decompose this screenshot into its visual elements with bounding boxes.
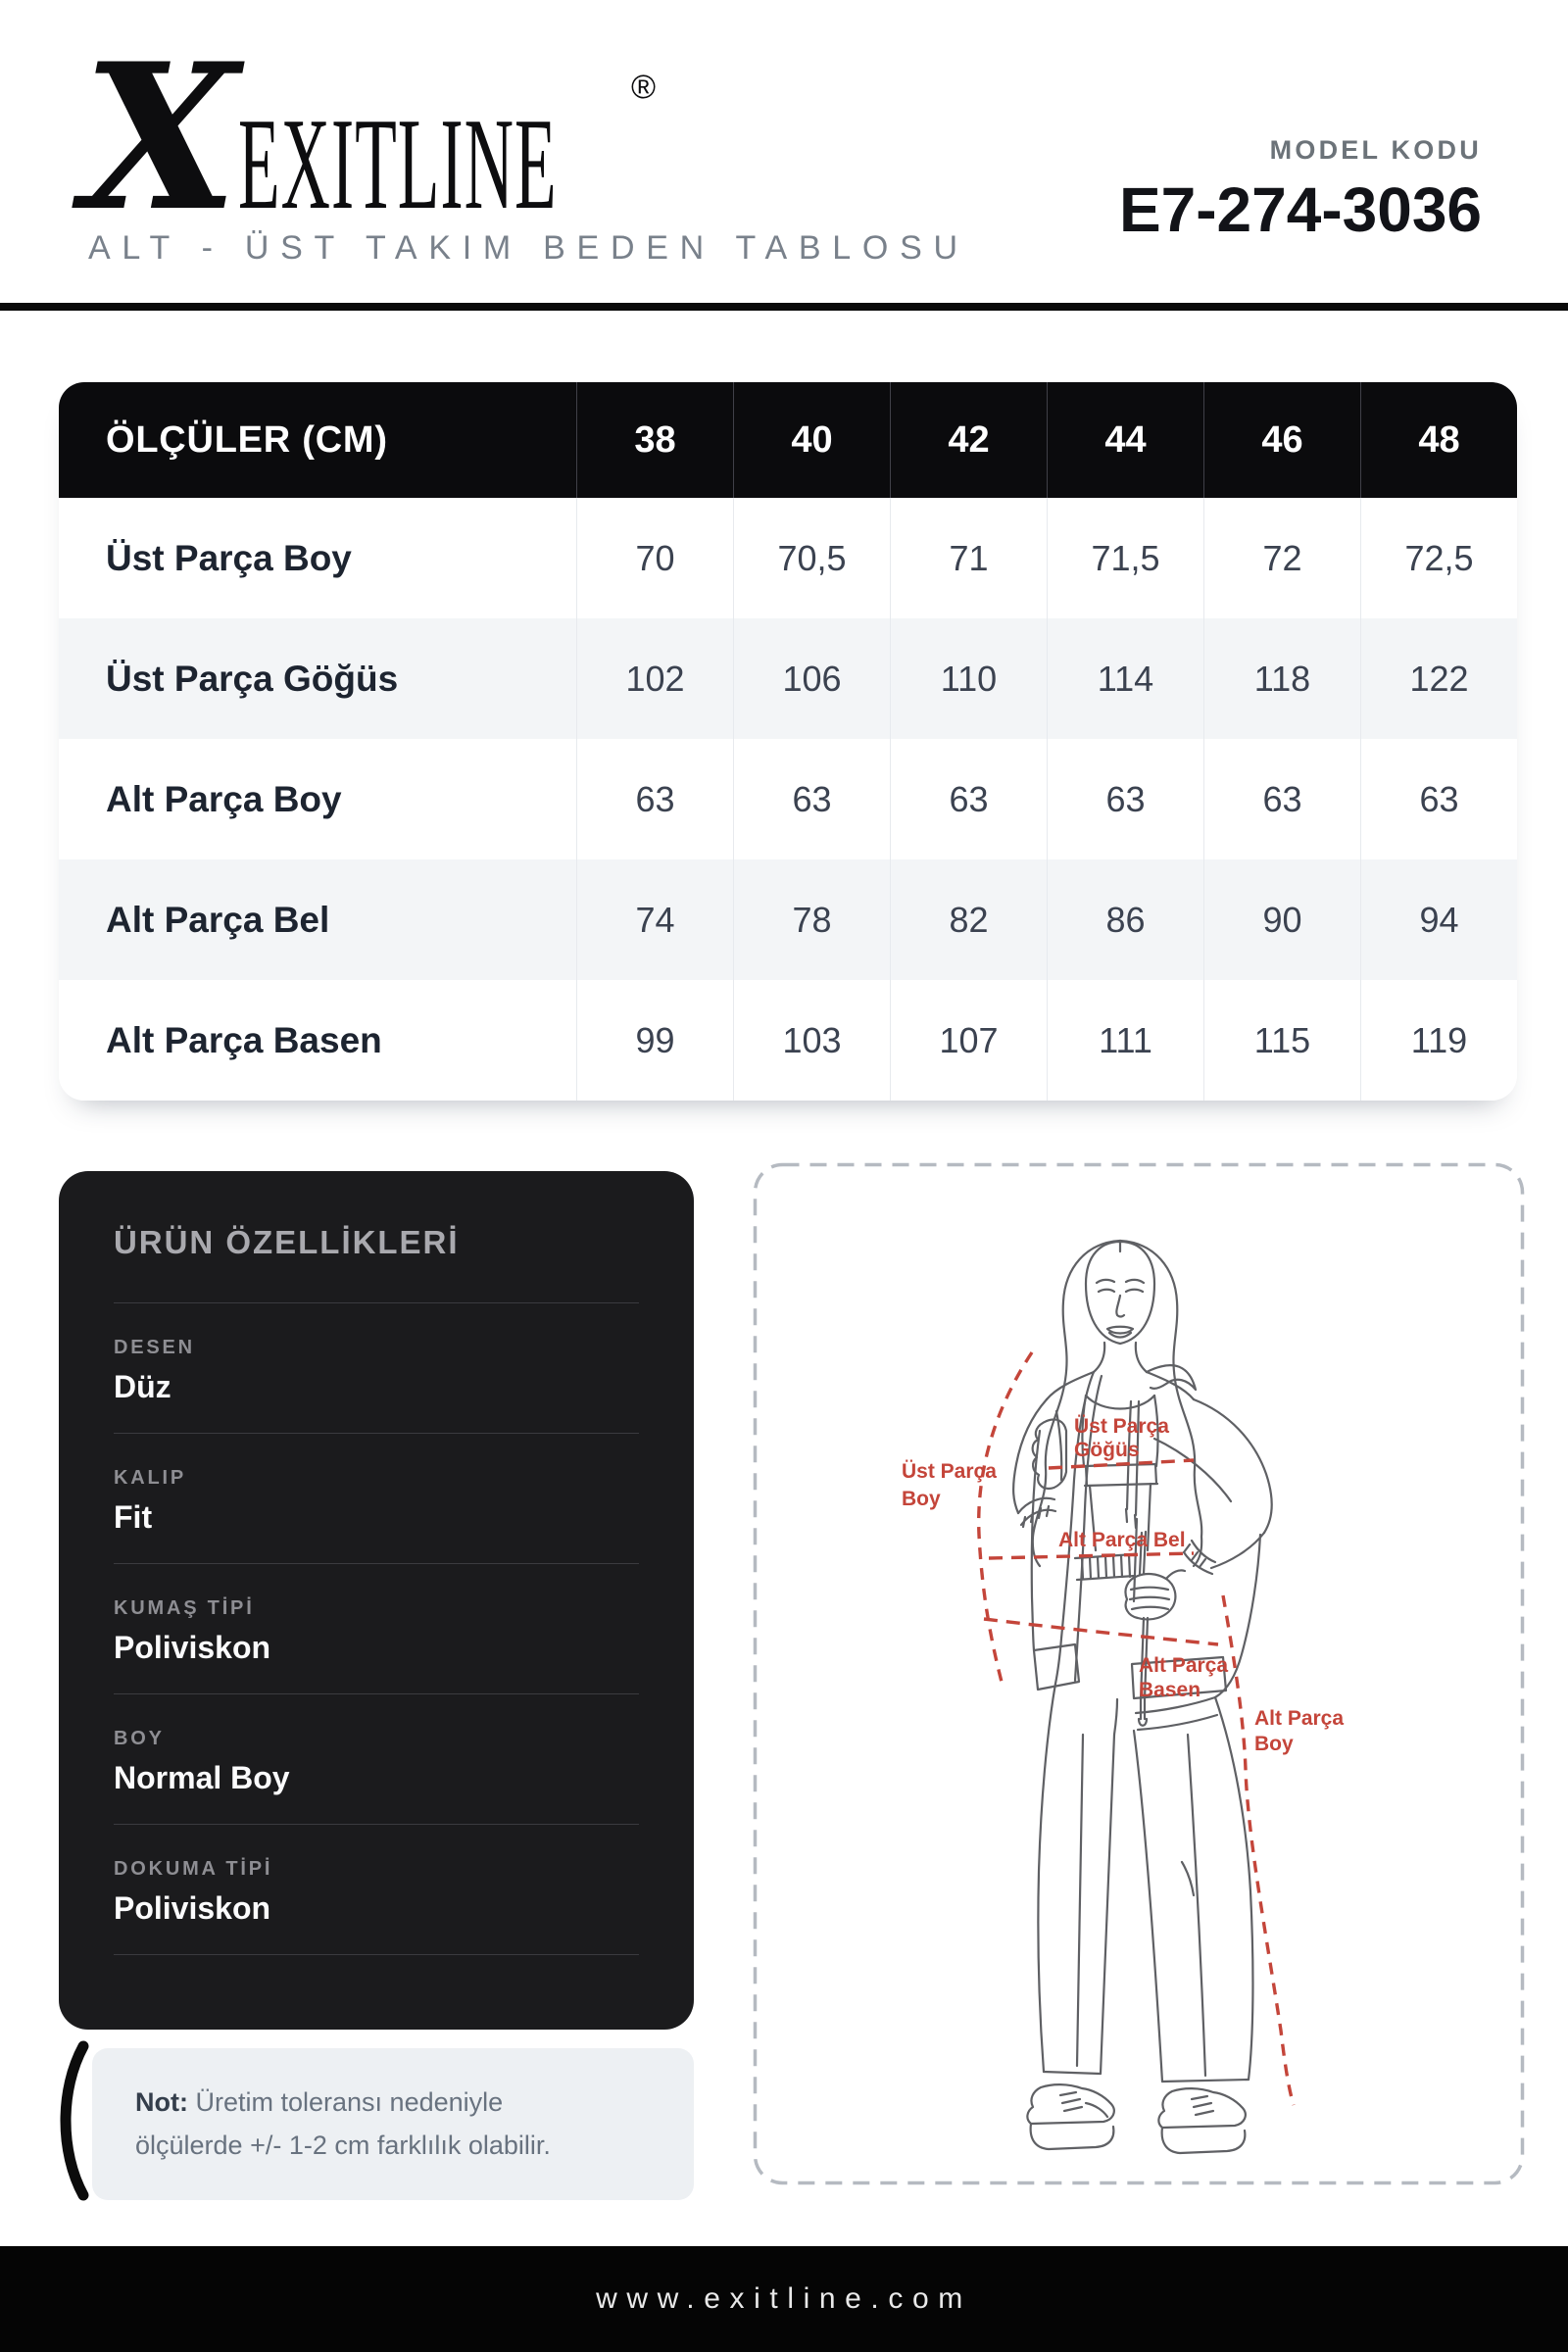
footer-website: www.exitline.com	[596, 2282, 972, 2315]
divider	[114, 1954, 639, 1955]
value-cell: 114	[1047, 618, 1203, 739]
note-prefix: Not:	[135, 2087, 188, 2117]
measures-header-cell: ÖLÇÜLER (CM)	[106, 418, 388, 461]
value-cell: 110	[890, 618, 1047, 739]
feature-value: Poliviskon	[114, 1890, 271, 1926]
divider	[114, 1302, 639, 1303]
value-cell: 70,5	[733, 498, 890, 618]
value-cell: 74	[576, 859, 733, 980]
feature-value: Fit	[114, 1499, 153, 1535]
size-header-cell: 42	[890, 382, 1047, 498]
size-header-cell: 38	[576, 382, 733, 498]
size-table-header-row	[59, 382, 1517, 498]
feature-label: DOKUMA TİPİ	[114, 1858, 273, 1880]
measure-line-ust-parca-gogus	[1049, 1460, 1194, 1468]
size-header-cell: 46	[1203, 382, 1360, 498]
feature-item	[114, 1467, 639, 1564]
size-header-cell: 44	[1047, 382, 1203, 498]
page-title: ALT - ÜST TAKIM BEDEN TABLOSU	[88, 229, 969, 267]
model-code-label: MODEL KODU	[1269, 135, 1482, 165]
feature-label: KALIP	[114, 1467, 186, 1489]
value-cell: 111	[1047, 980, 1203, 1101]
model-code-block	[1119, 135, 1482, 246]
measure-label-alt-parca-boy: Alt Parça	[1254, 1707, 1345, 1730]
value-cell: 63	[1360, 739, 1517, 859]
table-row	[59, 498, 1517, 618]
value-cell: 103	[733, 980, 890, 1101]
value-cell: 63	[1047, 739, 1203, 859]
measurement-annotations	[902, 1352, 1344, 2105]
table-row	[59, 980, 1517, 1101]
value-cell: 71,5	[1047, 498, 1203, 618]
logo-x-glyph: X	[82, 21, 239, 256]
measure-label-ust-parca-boy: Boy	[902, 1488, 941, 1510]
note-line-2: ölçülerde +/- 1-2 cm farklılık olabilir.	[135, 2130, 551, 2160]
row-label-cell: Üst Parça Göğüs	[106, 658, 399, 699]
value-cell: 78	[733, 859, 890, 980]
value-cell: 115	[1203, 980, 1360, 1101]
feature-item	[114, 1858, 639, 1955]
value-cell: 63	[733, 739, 890, 859]
note-bracket-icon	[49, 2038, 94, 2203]
measure-label-alt-parca-boy: Boy	[1254, 1733, 1294, 1755]
feature-value: Poliviskon	[114, 1630, 271, 1665]
logo-wordmark: EXITLINE	[238, 91, 558, 236]
value-cell: 63	[576, 739, 733, 859]
value-cell: 106	[733, 618, 890, 739]
value-cell: 72	[1203, 498, 1360, 618]
value-cell: 86	[1047, 859, 1203, 980]
header-divider	[0, 303, 1568, 311]
note-line-1: Üretim toleransı nedeniyle	[195, 2087, 504, 2117]
registered-trademark-icon: ®	[631, 69, 657, 106]
value-cell: 119	[1360, 980, 1517, 1101]
model-figure	[839, 1186, 1411, 2178]
feature-item	[114, 1597, 639, 1694]
feature-item	[114, 1337, 639, 1434]
measure-label-ust-parca-gogus: Göğüs	[1074, 1439, 1140, 1461]
value-cell: 71	[890, 498, 1047, 618]
size-header-cell: 40	[733, 382, 890, 498]
value-cell: 63	[1203, 739, 1360, 859]
row-label-cell: Alt Parça Basen	[106, 1019, 382, 1060]
divider	[114, 1563, 639, 1564]
footer-bar	[0, 2246, 1568, 2352]
value-cell: 94	[1360, 859, 1517, 980]
size-header-cell: 48	[1360, 382, 1517, 498]
divider	[114, 1824, 639, 1825]
row-label-cell: Alt Parça Bel	[106, 899, 330, 940]
row-label-cell: Üst Parça Boy	[106, 537, 352, 578]
row-label-cell: Alt Parça Boy	[106, 778, 342, 819]
value-cell: 63	[890, 739, 1047, 859]
measure-label-ust-parca-boy: Üst Parça	[902, 1460, 997, 1483]
feature-label: DESEN	[114, 1337, 195, 1358]
value-cell: 118	[1203, 618, 1360, 739]
feature-label: KUMAŞ TİPİ	[114, 1597, 255, 1619]
value-cell: 82	[890, 859, 1047, 980]
measure-line-alt-parca-boy	[1223, 1595, 1294, 2105]
divider	[114, 1693, 639, 1694]
measure-label-alt-parca-basen: Alt Parça	[1139, 1654, 1229, 1677]
value-cell: 90	[1203, 859, 1360, 980]
feature-value: Düz	[114, 1369, 172, 1404]
measure-label-ust-parca-gogus: Üst Parça	[1074, 1415, 1169, 1438]
value-cell: 70	[576, 498, 733, 618]
value-cell: 102	[576, 618, 733, 739]
product-features-panel	[59, 1171, 694, 2030]
measure-label-alt-parca-basen: Basen	[1139, 1679, 1201, 1701]
table-row	[59, 739, 1517, 859]
measure-label-alt-parca-bel: Alt Parça Bel	[1058, 1529, 1186, 1551]
table-row	[59, 618, 1517, 739]
size-table	[59, 382, 1517, 1101]
feature-label: BOY	[114, 1728, 165, 1749]
brand-logo	[82, 21, 852, 261]
divider	[114, 1433, 639, 1434]
measure-line-alt-parca-basen	[984, 1619, 1218, 1644]
value-cell: 99	[576, 980, 733, 1101]
note-box	[92, 2048, 694, 2200]
value-cell: 107	[890, 980, 1047, 1101]
feature-value: Normal Boy	[114, 1760, 290, 1795]
feature-item	[114, 1728, 639, 1825]
table-row	[59, 859, 1517, 980]
model-code-value: E7-274-3036	[1118, 174, 1482, 245]
value-cell: 72,5	[1360, 498, 1517, 618]
features-title: ÜRÜN ÖZELLİKLERİ	[114, 1224, 460, 1260]
value-cell: 122	[1360, 618, 1517, 739]
